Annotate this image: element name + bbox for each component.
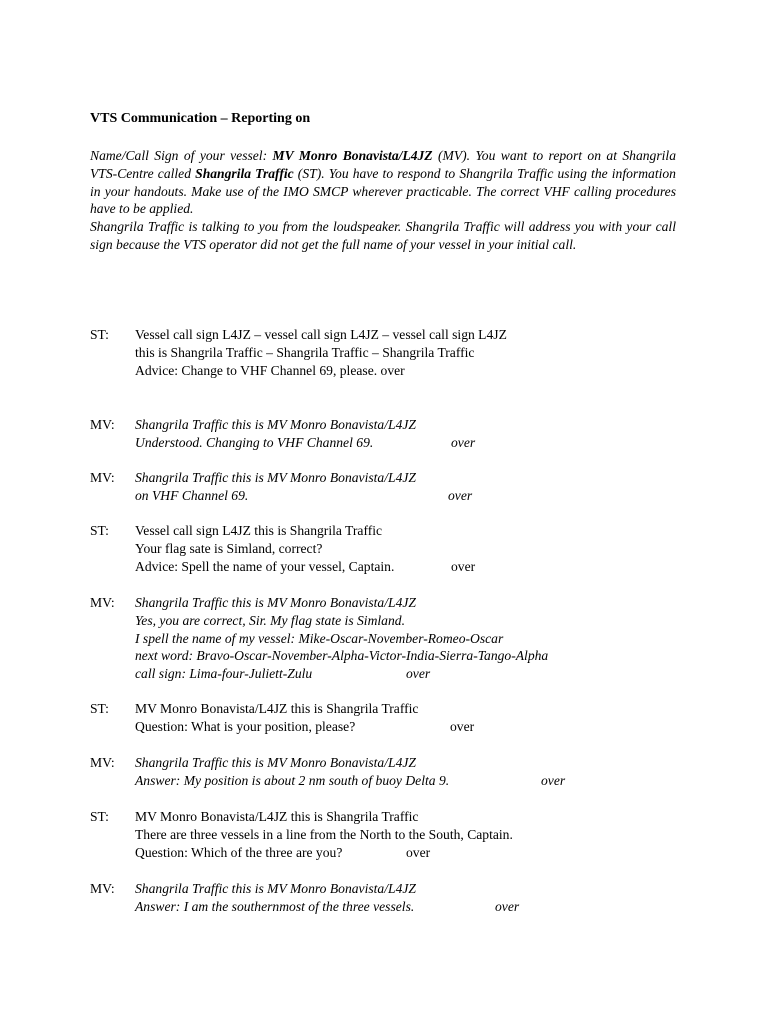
speaker-label: MV: [90, 470, 115, 485]
over-prowords: over [406, 844, 431, 860]
station-name: Shangrila Traffic [195, 165, 294, 181]
line-text: Your flag sate is Simland, correct? [135, 540, 323, 556]
line-text: Question: Which of the three are you? [135, 844, 343, 860]
over-prowords: over [450, 718, 475, 734]
line-text: Advice: Spell the name of your vessel, Captain. [135, 558, 395, 574]
line-text: Advice: Change to VHF Channel 69, please. over [135, 362, 405, 378]
document-title: VTS Communication – Reporting on [90, 111, 311, 126]
dialogue-turn [90, 522, 710, 575]
dialogue-line [90, 700, 710, 718]
line-text: There are three vessels in a line from the North to the South, Captain. [135, 826, 513, 842]
speaker-label: ST: [90, 327, 109, 342]
dialogue-line [90, 416, 710, 434]
line-text: Shangrila Traffic this is MV Monro Bonavista/L4JZ [135, 755, 416, 770]
intro-paragraph-1 [90, 147, 676, 218]
line-text: MV Monro Bonavista/L4JZ this is Shangrila Traffic [135, 701, 419, 716]
dialogue-line [90, 844, 710, 862]
dialogue-line [90, 665, 710, 683]
over-prowords: over [451, 558, 476, 574]
dialogue-turn [90, 808, 710, 861]
speaker-label: ST: [90, 701, 109, 716]
speaker-label: MV: [90, 417, 115, 432]
dialogue-line [90, 612, 710, 630]
line-text: Vessel call sign L4JZ – vessel call sign L4JZ – vessel call sign L4JZ [135, 327, 507, 342]
dialogue-turn [90, 880, 710, 916]
dialogue-turn [90, 754, 710, 790]
speaker-label: MV: [90, 755, 115, 770]
dialogue-line [90, 344, 710, 362]
intro-text [90, 147, 676, 254]
dialogue-line [90, 880, 710, 898]
speaker-label: MV: [90, 881, 115, 896]
line-text: Vessel call sign L4JZ this is Shangrila Traffic [135, 523, 383, 538]
speaker-label: ST: [90, 809, 109, 824]
line-text: call sign: Lima-four-Juliett-Zulu [135, 666, 313, 682]
intro-text-segment: Name/Call Sign of your vessel: [90, 148, 273, 163]
dialogue-line [90, 326, 710, 344]
over-prowords: over [541, 772, 566, 788]
dialogue-line [90, 718, 710, 736]
line-text: Understood. Changing to VHF Channel 69. [135, 434, 374, 450]
dialogue-line [90, 362, 710, 380]
dialogue-turn [90, 700, 710, 736]
line-text: Shangrila Traffic this is MV Monro Bonavista/L4JZ [135, 881, 416, 896]
line-text: I spell the name of my vessel: Mike-Oscar-November-Romeo-Oscar [135, 630, 504, 646]
dialogue-line [90, 647, 710, 665]
intro-text-segment: (MV). You want to report on at Shangrila VTS-Centre called [90, 148, 676, 181]
line-text: Shangrila Traffic this is MV Monro Bonavista/L4JZ [135, 470, 416, 485]
line-text: Answer: My position is about 2 nm south of buoy Delta 9. [135, 772, 450, 788]
dialogue-line [90, 469, 710, 487]
dialogue-line [90, 522, 710, 540]
dialogue-line [90, 594, 710, 612]
dialogue-line [90, 487, 710, 505]
intro-paragraph-2: Shangrila Traffic is talking to you from the loudspeaker. Shangrila Traffic will address you with your call sign because the VTS operator did not get the full name of your vessel in your initial call. [90, 219, 676, 252]
vessel-name: MV Monro Bonavista/L4JZ [272, 148, 433, 163]
dialogue-turn [90, 469, 710, 505]
line-text: next word: Bravo-Oscar-November-Alpha-Victor-India-Sierra-Tango-Alpha [135, 648, 549, 664]
dialogue-line [90, 434, 710, 452]
dialogue-line [90, 630, 710, 648]
dialogue-turn [90, 594, 710, 683]
dialogue-line [90, 558, 710, 576]
dialogue-turn [90, 416, 710, 452]
dialogue-line [90, 754, 710, 772]
dialogue-line [90, 540, 710, 558]
line-text: Shangrila Traffic this is MV Monro Bonavista/L4JZ [135, 595, 416, 610]
line-text: MV Monro Bonavista/L4JZ this is Shangrila Traffic [135, 809, 419, 824]
line-text: Shangrila Traffic this is MV Monro Bonavista/L4JZ [135, 417, 416, 432]
dialogue-line [90, 898, 710, 916]
line-text: this is Shangrila Traffic – Shangrila Traffic – Shangrila Traffic [135, 344, 475, 360]
speaker-label: ST: [90, 523, 109, 538]
over-prowords: over [495, 898, 520, 914]
over-prowords: over [448, 487, 473, 503]
line-text: Question: What is your position, please? [135, 718, 356, 734]
over-prowords: over [451, 434, 476, 450]
line-text: Answer: I am the southernmost of the three vessels. [135, 898, 415, 914]
line-text: Yes, you are correct, Sir. My flag state is Simland. [135, 612, 405, 628]
dialogue-line [90, 808, 710, 826]
line-text: on VHF Channel 69. [135, 487, 249, 503]
intro-text-segment: (ST). You have to respond to Shangrila Traffic using the information in your handouts. Make use of the IMO SMCP wherever practicable. The correct VHF calling procedures have to be applied. [90, 165, 676, 217]
over-prowords: over [406, 666, 431, 682]
dialogue-line [90, 772, 710, 790]
speaker-label: MV: [90, 595, 115, 610]
dialogue-line [90, 826, 710, 844]
dialogue-turn [90, 326, 710, 379]
